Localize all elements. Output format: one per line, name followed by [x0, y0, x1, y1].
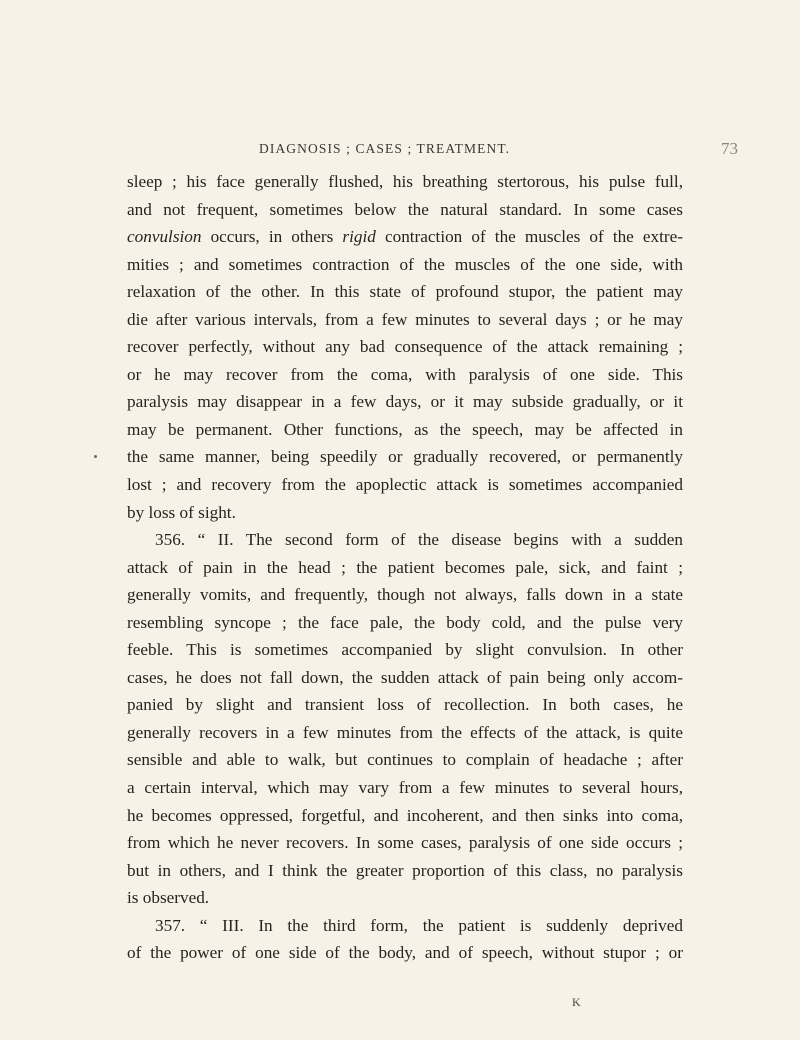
text-line: paralysis may disappear in a few days, or it may subside gradually, or it — [127, 392, 683, 412]
text-line: and not frequent, sometimes below the natural standard. In some cases — [127, 199, 683, 219]
text-line: panied by slight and transient loss of recollection. In both cases, he — [127, 695, 683, 715]
text-line: is observed. — [127, 888, 210, 908]
text-line: resembling syncope ; the face pale, the body cold, and the pulse very — [127, 612, 683, 632]
text-line: generally recovers in a few minutes from the effects of the attack, is quite — [127, 722, 683, 742]
margin-mark — [94, 455, 97, 458]
page-number: 73 — [721, 139, 738, 158]
text-line: recover perfectly, without any bad consequence of the attack remaining ; — [127, 337, 683, 357]
text-line: sensible and able to walk, but continues to complain of headache ; after — [127, 750, 683, 770]
text-line: 357. “ III. In the third form, the patient is suddenly deprived — [155, 915, 683, 935]
signature-mark: K — [572, 995, 581, 1009]
text-line: or he may recover from the coma, with paralysis of one side. This — [127, 364, 683, 384]
text-line: lost ; and recovery from the apoplectic attack is sometimes accompanied — [127, 475, 683, 495]
text-line: 356. “ II. The second form of the disease begins with a sudden — [155, 530, 683, 550]
running-head — [0, 141, 800, 161]
text-line: generally vomits, and frequently, though not always, falls down in a state — [127, 585, 683, 605]
text-line: die after various intervals, from a few minutes to several days ; or he may — [127, 309, 683, 329]
text-line: convulsion occurs, in others rigid contraction of the muscles of the extre- — [127, 227, 683, 247]
text-line: he becomes oppressed, forgetful, and incoherent, and then sinks into coma, — [127, 805, 683, 825]
text-line: may be permanent. Other functions, as the speech, may be affected in — [127, 419, 683, 439]
body-text — [127, 168, 683, 967]
text-line: by loss of sight. — [127, 502, 236, 522]
text-line: of the power of one side of the body, and of speech, without stupor ; or — [127, 943, 683, 963]
text-line: feeble. This is sometimes accompanied by slight convulsion. In other — [127, 640, 683, 660]
text-line: but in others, and I think the greater proportion of this class, no paralysis — [127, 860, 683, 880]
text-line: relaxation of the other. In this state of profound stupor, the patient may — [127, 282, 683, 302]
text-line: a certain interval, which may vary from a few minutes to several hours, — [127, 778, 683, 798]
text-line: the same manner, being speedily or gradually recovered, or permanently — [127, 447, 683, 467]
text-line: attack of pain in the head ; the patient becomes pale, sick, and faint ; — [127, 557, 683, 577]
running-title: DIAGNOSIS ; CASES ; TREATMENT. — [259, 141, 511, 156]
text-line: from which he never recovers. In some cases, paralysis of one side occurs ; — [127, 833, 683, 853]
text-line: mities ; and sometimes contraction of the muscles of the one side, with — [127, 254, 683, 274]
text-line: cases, he does not fall down, the sudden attack of pain being only accom- — [127, 667, 683, 687]
text-line: sleep ; his face generally flushed, his breathing stertorous, his pulse full, — [127, 172, 683, 191]
